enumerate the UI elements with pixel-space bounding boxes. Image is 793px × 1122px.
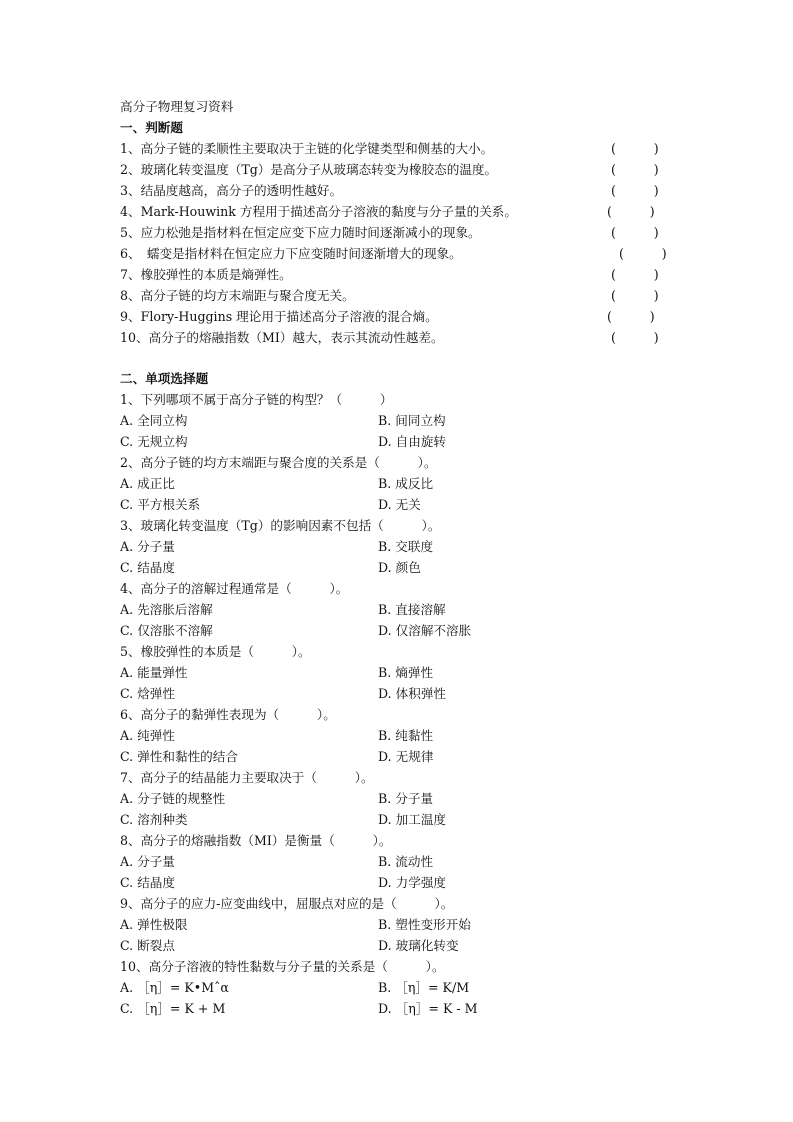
mc7-option-a: A. 分子链的规整性 [120, 791, 226, 806]
tf-question-6: 6、 蠕变是指材料在恒定应力下应变随时间逐渐增大的现象。 [120, 246, 462, 261]
mc2-option-c: C. 平方根关系 [120, 497, 201, 512]
mc-question-3: 3、玻璃化转变温度（Tg）的影响因素不包括（ ）。 [120, 518, 441, 533]
mc8-option-b: B. 流动性 [378, 854, 434, 869]
mc-question-10: 10、高分子溶液的特性黏数与分子量的关系是（ ）。 [120, 959, 445, 974]
mc5-option-a: A. 能量弹性 [120, 665, 188, 680]
mc8-option-d: D. 力学强度 [378, 875, 447, 890]
mc-question-6: 6、高分子的黏弹性表现为（ ）。 [120, 707, 336, 722]
tf-question-4: 4、Mark-Houwink 方程用于描述高分子溶液的黏度与分子量的关系。 [120, 204, 517, 219]
mc3-option-b: B. 交联度 [378, 539, 434, 554]
mc5-option-d: D. 体积弹性 [378, 686, 447, 701]
mc3-option-d: D. 颜色 [378, 560, 421, 575]
mc1-option-c: C. 无规立构 [120, 434, 188, 449]
mc-question-4: 4、高分子的溶解过程通常是（ ）。 [120, 581, 349, 596]
document-title: 高分子物理复习资料 [120, 99, 234, 114]
mc6-option-c: C. 弹性和黏性的结合 [120, 749, 238, 764]
mc1-option-a: A. 全同立构 [120, 413, 188, 428]
mc4-option-c: C. 仅溶胀不溶解 [120, 623, 213, 638]
tf-answer-blank-6: ( ) [619, 246, 667, 261]
mc5-option-b: B. 熵弹性 [378, 665, 434, 680]
mc8-option-a: A. 分子量 [120, 854, 175, 869]
tf-answer-blank-2: ( ) [611, 162, 659, 177]
mc2-option-b: B. 成反比 [378, 476, 434, 491]
mc-question-1: 1、下列哪项不属于高分子链的构型？（ ） [120, 392, 393, 407]
tf-question-7: 7、橡胶弹性的本质是熵弹性。 [120, 267, 292, 282]
mc10-option-b: B. ［η］= K/M [378, 980, 470, 995]
mc6-option-d: D. 无规律 [378, 749, 434, 764]
tf-question-3: 3、结晶度越高，高分子的透明性越好。 [120, 183, 343, 198]
section2-heading: 二、单项选择题 [120, 371, 209, 386]
mc4-option-b: B. 直接溶解 [378, 602, 446, 617]
tf-answer-blank-8: ( ) [611, 288, 659, 303]
tf-question-2: 2、玻璃化转变温度（Tg）是高分子从玻璃态转变为橡胶态的温度。 [120, 162, 498, 177]
mc2-option-a: A. 成正比 [120, 476, 175, 491]
tf-question-5: 5、应力松弛是指材料在恒定应变下应力随时间逐渐减小的现象。 [120, 225, 481, 240]
tf-question-8: 8、高分子链的均方末端距与聚合度无关。 [120, 288, 355, 303]
mc10-option-a: A. ［η］= K•Mˆα [120, 980, 229, 995]
tf-answer-blank-4: ( ) [607, 204, 655, 219]
mc9-option-c: C. 断裂点 [120, 938, 175, 953]
mc-question-9: 9、高分子的应力-应变曲线中，屈服点对应的是（ ）。 [120, 896, 454, 911]
mc8-option-c: C. 结晶度 [120, 875, 175, 890]
mc1-option-b: B. 间同立构 [378, 413, 446, 428]
mc2-option-d: D. 无关 [378, 497, 421, 512]
mc7-option-d: D. 加工温度 [378, 812, 447, 827]
tf-answer-blank-3: ( ) [611, 183, 659, 198]
mc10-option-d: D. ［η］= K - M [378, 1001, 478, 1016]
mc-question-8: 8、高分子的熔融指数（MI）是衡量（ ）。 [120, 833, 392, 848]
tf-answer-blank-5: ( ) [611, 225, 659, 240]
tf-question-10: 10、高分子的熔融指数（MI）越大，表示其流动性越差。 [120, 330, 444, 345]
tf-answer-blank-9: ( ) [607, 309, 655, 324]
tf-answer-blank-7: ( ) [611, 267, 659, 282]
mc5-option-c: C. 焓弹性 [120, 686, 175, 701]
mc3-option-a: A. 分子量 [120, 539, 175, 554]
tf-answer-blank-1: ( ) [611, 141, 659, 156]
tf-question-1: 1、高分子链的柔顺性主要取决于主链的化学键类型和侧基的大小。 [120, 141, 494, 156]
mc-question-5: 5、橡胶弹性的本质是（ ）。 [120, 644, 311, 659]
tf-question-9: 9、Flory-Huggins 理论用于描述高分子溶液的混合熵。 [120, 309, 438, 324]
mc6-option-a: A. 纯弹性 [120, 728, 175, 743]
mc9-option-d: D. 玻璃化转变 [378, 938, 459, 953]
mc3-option-c: C. 结晶度 [120, 560, 175, 575]
tf-answer-blank-10: ( ) [611, 330, 659, 345]
mc4-option-a: A. 先溶胀后溶解 [120, 602, 213, 617]
mc9-option-a: A. 弹性极限 [120, 917, 188, 932]
mc-question-7: 7、高分子的结晶能力主要取决于（ ）。 [120, 770, 374, 785]
mc6-option-b: B. 纯黏性 [378, 728, 434, 743]
mc9-option-b: B. 塑性变形开始 [378, 917, 471, 932]
mc-question-2: 2、高分子链的均方末端距与聚合度的关系是（ ）。 [120, 455, 437, 470]
mc7-option-b: B. 分子量 [378, 791, 434, 806]
mc10-option-c: C. ［η］= K + M [120, 1001, 226, 1016]
mc7-option-c: C. 溶剂种类 [120, 812, 188, 827]
mc1-option-d: D. 自由旋转 [378, 434, 447, 449]
section1-heading: 一、判断题 [120, 120, 183, 135]
mc4-option-d: D. 仅溶解不溶胀 [378, 623, 472, 638]
